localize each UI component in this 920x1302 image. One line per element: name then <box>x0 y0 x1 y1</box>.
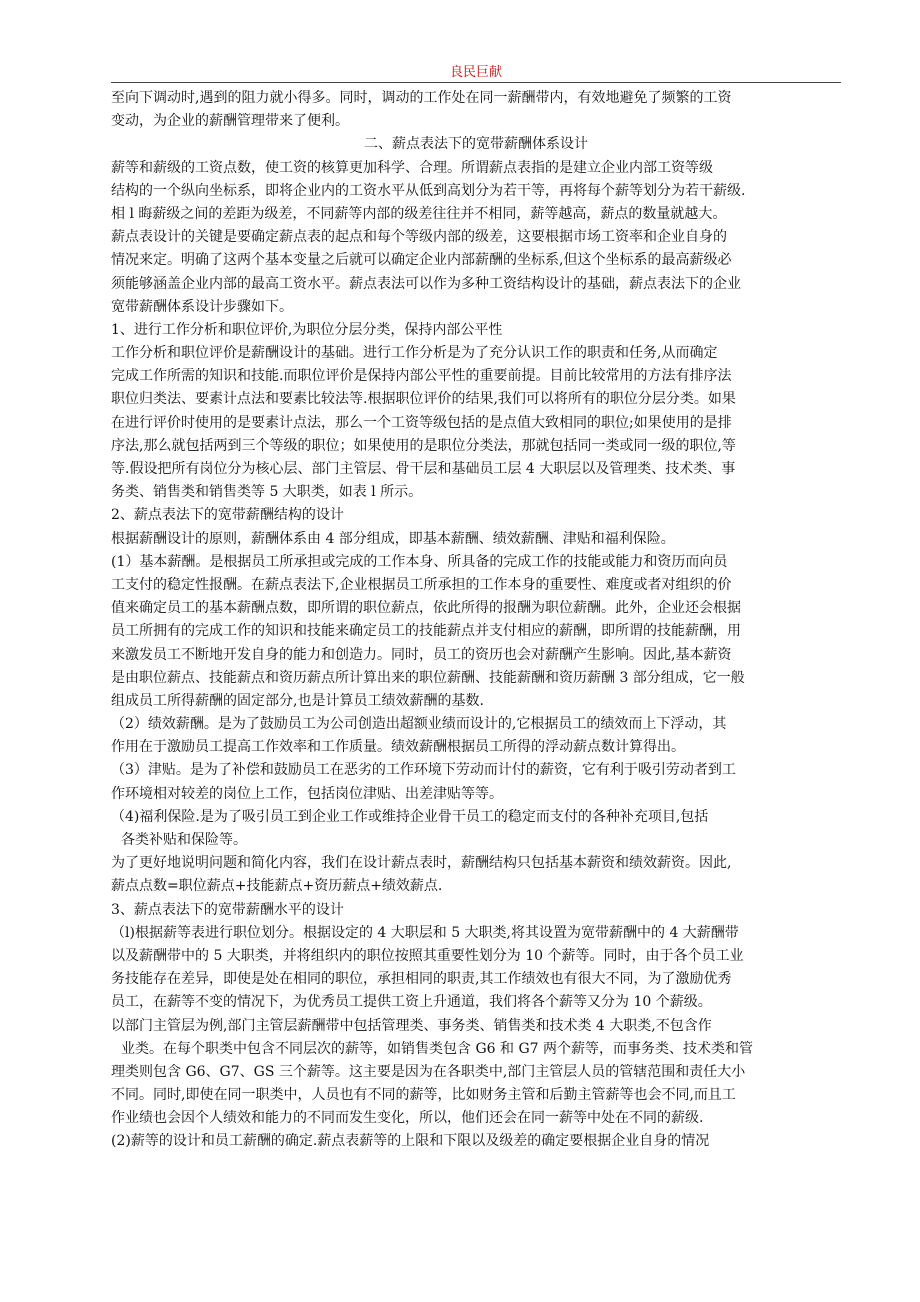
text-line: 宽带薪酬体系设计步骤如下。 <box>111 298 293 315</box>
text-line: 员工，在薪等不变的情况下，为优秀员工提供工资上升通道，我们将各个薪等又分为 10 个薪级。 <box>111 994 712 1011</box>
text-line: 不同。同时,即使在同一职类中，人员也有不同的薪等，比如财务主管和后勤主管薪等也会不同,而且工 <box>111 1087 736 1104</box>
text-line: (2)薪等的设计和员工薪酬的确定.薪点表薪等的上限和下限以及级差的确定要根据企业自身的情况 <box>111 1133 710 1150</box>
text-line: 根据薪酬设计的原则，薪酬体系由 4 部分组成，即基本薪酬、绩效薪酬、津贴和福利保险。 <box>111 530 675 547</box>
text-line: 务技能存在差异，即使是处在相同的职位，承担相同的职责,其工作绩效也有很大不同，为了激励优秀 <box>111 971 732 988</box>
text-line: 情况来定。明确了这两个基本变量之后就可以确定企业内部薪酬的坐标系,但这个坐标系的最高薪级必 <box>111 252 732 269</box>
text-line: 值来确定员工的基本薪酬点数，即所谓的职位薪点，依此所得的报酬为职位薪酬。此外，企业还会根据 <box>111 600 741 617</box>
text-line: 至向下调动时,遇到的阻力就小得多。同时，调动的工作处在同一薪酬带内，有效地避免了频繁的工资 <box>111 90 732 106</box>
text-line: 薪等和薪级的工资点数，使工资的核算更加科学、合理。所谓薪点表指的是建立企业内部工资等级 <box>111 159 713 176</box>
text-line: （3）津贴。是为了补偿和鼓励员工在恶劣的工作环境下劳动而计付的薪资，它有利于吸引劳动者到工 <box>111 762 736 779</box>
text-line: 以部门主管层为例,部门主管层薪酬带中包括管理类、事务类、销售类和技术类 4 大职类,不包含作 <box>111 1017 712 1034</box>
text-line: 须能够涵盖企业内部的最高工资水平。薪点表法可以作为多种工资结构设计的基础，薪点表法下的企业 <box>111 275 741 292</box>
text-line: 员工所拥有的完成工作的知识和技能来确定员工的技能薪点并支付相应的薪酬，即所谓的技能薪酬，用 <box>111 623 741 640</box>
text-line: 序法,那么就包括两到三个等级的职位；如果使用的是职位分类法，那就包括同一类或同一级的职位,等 <box>111 437 736 454</box>
text-line: 工作分析和职位评价是薪酬设计的基础。进行工作分析是为了充分认识工作的职责和任务,从而确定 <box>111 345 718 362</box>
text-line: 等.假设把所有岗位分为核心层、部门主管层、骨干层和基础员工层 4 大职层以及管理类、技术类、事 <box>111 461 736 477</box>
section-heading: 二、薪点表法下的宽带薪酬体系设计 <box>364 136 588 153</box>
text-line: 职位归类法、要素计点法和要素比较法等.根据职位评价的结果,我们可以将所有的职位分层分类。如果 <box>111 391 736 408</box>
text-line: 业类。在每个职类中包含不同层次的薪等，如销售类包含 G6 和 G7 两个薪等，而事务类、技术类和管 <box>121 1040 753 1057</box>
text-line: 相 l 晦薪级之间的差距为级差，不同薪等内部的级差往往并不相同，薪等越高，薪点的数量就越大。 <box>111 205 727 222</box>
subsection-heading: 2、薪点表法下的宽带薪酬结构的设计 <box>111 507 344 524</box>
text-line: （l)根据薪等表进行职位划分。根据设定的 4 大职层和 5 大职类,将其设置为宽带薪酬中的 4 大薪酬带 <box>111 924 739 941</box>
text-line: （4)福利保险.是为了吸引员工到企业工作或维持企业骨干员工的稳定而支付的各种补充项目,包括 <box>111 808 709 825</box>
text-line: 理类则包含 G6、G7、GS 三个薪等。这主要是因为在各职类中,部门主管层人员的管辖范围和责任大小 <box>111 1063 746 1080</box>
text-line: 在进行评价时使用的是要素计点法，那么一个工资等级包括的是点值大致相同的职位;如果使用的是排 <box>111 414 732 431</box>
text-line: 薪点点数=职位薪点+技能薪点+资历薪点+绩效薪点. <box>111 878 443 895</box>
text-line: 薪点表设计的关键是要确定薪点表的起点和每个等级内部的级差，这要根据市场工资率和企业自身的 <box>111 229 727 246</box>
subsection-heading: 3、薪点表法下的宽带薪酬水平的设计 <box>111 901 344 918</box>
text-line: 完成工作所需的知识和技能.而职位评价是保持内部公平性的重要前提。目前比较常用的方法有排序法 <box>111 368 732 385</box>
document-page <box>111 64 841 1154</box>
text-line: 组成员工所得薪酬的固定部分,也是计算员工绩效薪酬的基数. <box>111 692 484 709</box>
text-line: 以及薪酬带中的 5 大职类，并将组织内的职位按照其重要性划分为 10 个薪等。同时，由于各个员工业 <box>111 947 744 964</box>
text-line: 变动，为企业的薪酬管理带来了便利。 <box>111 113 349 130</box>
text-line: （2）绩效薪酬。是为了鼓励员工为公司创造出超额业绩而设计的,它根据员工的绩效而上下浮动，其 <box>111 716 727 733</box>
text-line: 为了更好地说明问题和简化内容，我们在设计薪点表时，薪酬结构只包括基本薪资和绩效薪资。因此, <box>111 855 732 872</box>
page-header: 良民巨献 <box>111 64 841 83</box>
text-line: 作业绩也会因个人绩效和能力的不同而发生变化，所以，他们还会在同一薪等中处在不同的薪级. <box>111 1110 704 1127</box>
text-line: (1）基本薪酬。是根据员工所承担或完成的工作本身、所具备的完成工作的技能或能力和资历而向员 <box>111 553 728 570</box>
text-line: 各类补贴和保险等。 <box>121 832 247 848</box>
text-line: 工支付的稳定性报酬。在薪点表法下,企业根据员工所承担的工作本身的重要性、难度或者对组织的价 <box>111 576 732 593</box>
text-line: 来激发员工不断地开发自身的能力和创造力。同时，员工的资历也会对薪酬产生影响。因此,基本薪资 <box>111 646 732 663</box>
subsection-heading: 1、进行工作分析和职位评价,为职位分层分类，保持内部公平性 <box>111 321 503 338</box>
text-line: 务类、销售类和销售类等 5 大职类，如表 l 所示。 <box>111 484 423 501</box>
text-line: 是由职位薪点、技能薪点和资历薪点所计算出来的职位薪酬、技能薪酬和资历薪酬 3 部分组成，它一般 <box>111 669 745 686</box>
text-line: 结构的一个纵向坐标系，即将企业内的工资水平从低到高划分为若干等，再将每个薪等划分为若干薪级. <box>111 182 746 199</box>
text-line: 作环境相对较差的岗位上工作，包括岗位津贴、出差津贴等等。 <box>111 785 503 802</box>
text-line: 作用在于激励员工提高工作效率和工作质量。绩效薪酬根据员工所得的浮动薪点数计算得出。 <box>111 739 685 756</box>
